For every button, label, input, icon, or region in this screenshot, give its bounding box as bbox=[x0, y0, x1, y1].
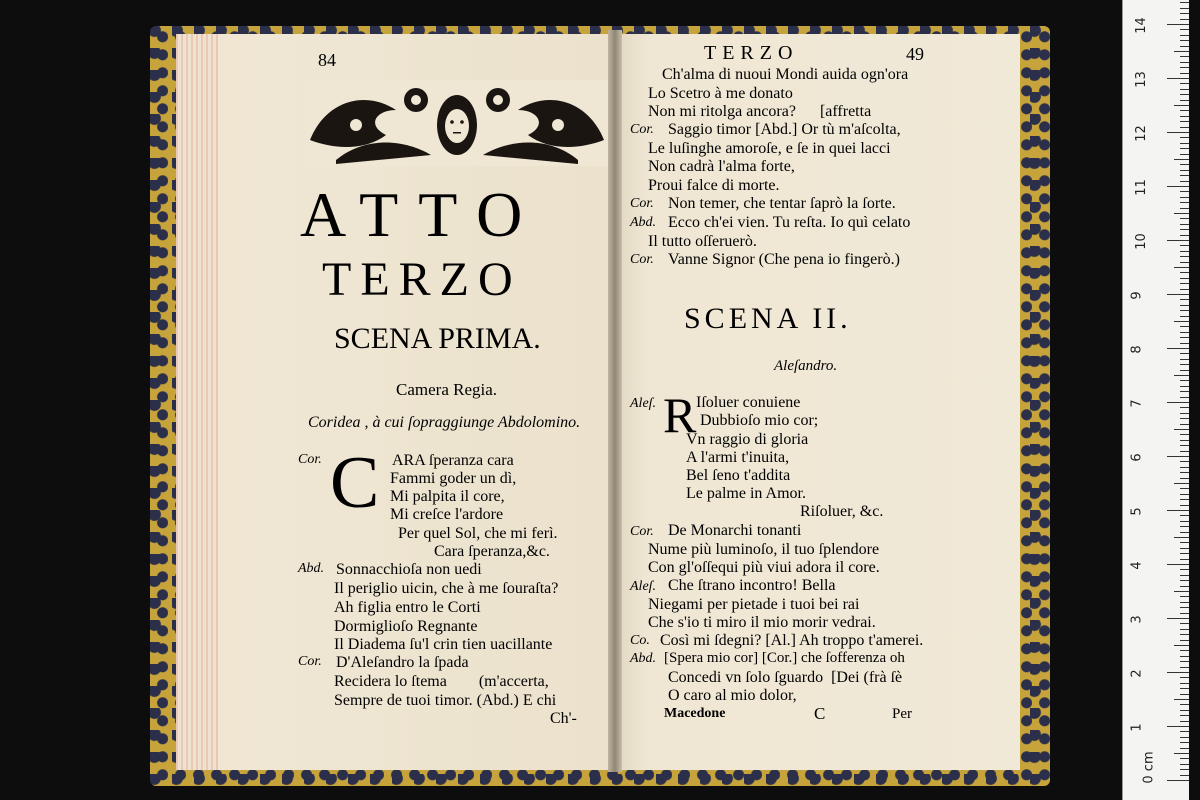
ruler-tick bbox=[1180, 310, 1189, 311]
verse-line: Così mi ſdegni? [Al.] Ah troppo t'amerei. bbox=[660, 632, 924, 649]
ruler-tick bbox=[1167, 294, 1189, 295]
ruler-tick bbox=[1180, 559, 1189, 560]
ruler-tick bbox=[1180, 164, 1189, 165]
ruler-tick bbox=[1180, 62, 1189, 63]
ruler-tick bbox=[1180, 110, 1189, 111]
ruler-tick bbox=[1180, 191, 1189, 192]
ruler-tick bbox=[1174, 321, 1189, 322]
ruler-tick bbox=[1180, 13, 1189, 14]
speaker-label: Cor. bbox=[298, 654, 322, 669]
ruler-tick bbox=[1180, 218, 1189, 219]
ruler-tick bbox=[1167, 618, 1189, 619]
ruler-tick bbox=[1180, 364, 1189, 365]
ruler-tick bbox=[1180, 607, 1189, 608]
ruler-tick bbox=[1180, 278, 1189, 279]
ruler-tick bbox=[1180, 89, 1189, 90]
verse-line: Dubbioſo mio cor; bbox=[700, 412, 819, 429]
ruler-label: 13 bbox=[1133, 71, 1149, 88]
ruler-tick bbox=[1180, 640, 1189, 641]
ruler-tick bbox=[1180, 634, 1189, 635]
ruler-tick bbox=[1180, 650, 1189, 651]
ruler-tick bbox=[1180, 688, 1189, 689]
ruler-tick bbox=[1180, 272, 1189, 273]
ruler-label: 8 bbox=[1129, 345, 1145, 354]
verse-line: Ecco ch'ei vien. Tu reſta. Io quì celato bbox=[668, 214, 911, 231]
ruler-tick bbox=[1180, 494, 1189, 495]
ruler-tick bbox=[1174, 483, 1189, 484]
verse-line: Iſoluer conuiene bbox=[696, 394, 801, 411]
running-head: TERZO bbox=[704, 42, 799, 64]
ruler-label: 14 bbox=[1133, 17, 1149, 34]
ruler-tick bbox=[1180, 505, 1189, 506]
verse-line: Con gl'oſſequi più viui adora il core. bbox=[648, 559, 880, 576]
ruler-tick bbox=[1180, 407, 1189, 408]
speaker-label: Aleſ. bbox=[630, 396, 657, 411]
ruler-tick bbox=[1180, 596, 1189, 597]
ruler-tick bbox=[1180, 586, 1189, 587]
ruler-tick bbox=[1180, 316, 1189, 317]
ruler-tick bbox=[1180, 478, 1189, 479]
ruler-tick bbox=[1180, 623, 1189, 624]
ruler-tick bbox=[1167, 240, 1189, 241]
scene-heading-left: SCENA PRIMA. bbox=[334, 322, 541, 355]
verse-line: Il periglio uicin, che à me ſouraſta? bbox=[334, 580, 559, 597]
speaker-label: Cor. bbox=[298, 452, 322, 467]
ruler-tick bbox=[1174, 645, 1189, 646]
measuring-ruler bbox=[1122, 0, 1189, 800]
ruler-label: 9 bbox=[1129, 291, 1145, 300]
ruler-tick bbox=[1167, 726, 1189, 727]
ruler-tick bbox=[1167, 24, 1189, 25]
scene-character: Aleſandro. bbox=[774, 358, 838, 374]
ruler-tick bbox=[1174, 159, 1189, 160]
ruler-tick bbox=[1180, 224, 1189, 225]
ruler-tick bbox=[1180, 19, 1189, 20]
ruler-label: 11 bbox=[1133, 179, 1149, 196]
ruler-tick bbox=[1180, 451, 1189, 452]
ruler-tick bbox=[1180, 580, 1189, 581]
ruler-tick bbox=[1180, 769, 1189, 770]
ruler-tick bbox=[1180, 548, 1189, 549]
verse-line: Riſoluer, &c. bbox=[800, 503, 884, 520]
catchword-right: Per bbox=[892, 706, 912, 722]
act-title-line1: ATTO bbox=[300, 179, 543, 250]
speaker-label: Cor. bbox=[630, 252, 654, 267]
ruler-tick bbox=[1180, 715, 1189, 716]
verse-line: Vn raggio di gloria bbox=[686, 431, 809, 448]
ruler-tick bbox=[1174, 375, 1189, 376]
ruler-tick bbox=[1180, 343, 1189, 344]
ruler-unit-label: 0 cm bbox=[1141, 751, 1157, 784]
verse-line: Non temer, che tentar ſaprò la ſorte. bbox=[668, 195, 896, 212]
book-gutter bbox=[608, 30, 622, 772]
verse-line: Proui falce di morte. bbox=[648, 177, 780, 194]
ruler-label: 12 bbox=[1133, 125, 1149, 142]
speaker-label: Abd. bbox=[630, 215, 657, 230]
ruler-tick bbox=[1180, 137, 1189, 138]
verse-line: Per quel Sol, che mi ferì. bbox=[398, 525, 558, 542]
ruler-tick bbox=[1180, 521, 1189, 522]
verse-line: Non mi ritolga ancora? [affretta bbox=[648, 103, 872, 120]
speaker-label: Aleſ. bbox=[630, 579, 657, 594]
ruler-tick bbox=[1180, 758, 1189, 759]
verse-line: Che ſtrano incontro! Bella bbox=[668, 577, 836, 594]
ruler-tick bbox=[1180, 613, 1189, 614]
ruler-tick bbox=[1180, 445, 1189, 446]
ruler-tick bbox=[1180, 83, 1189, 84]
ruler-tick bbox=[1180, 569, 1189, 570]
verse-line: Non cadrà l'alma forte, bbox=[648, 158, 795, 175]
ruler-tick bbox=[1180, 73, 1189, 74]
drop-cap-left: C bbox=[330, 442, 380, 524]
ruler-tick bbox=[1180, 181, 1189, 182]
ruler-tick bbox=[1180, 170, 1189, 171]
ruler-tick bbox=[1180, 748, 1189, 749]
ruler-tick bbox=[1174, 267, 1189, 268]
catchword: Ch'- bbox=[550, 710, 577, 727]
ruler-tick bbox=[1167, 780, 1189, 781]
ruler-tick bbox=[1174, 591, 1189, 592]
verse-line: Recidera lo ſtema (m'accerta, bbox=[334, 673, 549, 690]
ruler-tick bbox=[1167, 510, 1189, 511]
verse-line: Lo Scetro à me donato bbox=[648, 85, 793, 102]
ruler-tick bbox=[1180, 391, 1189, 392]
ruler-label: 3 bbox=[1129, 615, 1145, 624]
ruler-label: 7 bbox=[1129, 399, 1145, 408]
ruler-tick bbox=[1180, 542, 1189, 543]
verse-line: Mi creſce l'ardore bbox=[390, 506, 504, 523]
ruler-tick bbox=[1180, 515, 1189, 516]
verse-line: Le palme in Amor. bbox=[686, 485, 806, 502]
ruler-label: 4 bbox=[1129, 561, 1145, 570]
ruler-tick bbox=[1180, 2, 1189, 3]
ruler-tick bbox=[1174, 429, 1189, 430]
verse-line: De Monarchi tonanti bbox=[668, 522, 802, 539]
ruler-tick bbox=[1174, 537, 1189, 538]
ruler-label: 5 bbox=[1129, 507, 1145, 516]
verse-line: Il tutto oſſeruerò. bbox=[648, 233, 757, 250]
verse-line: Niegami per pietade i tuoi bei rai bbox=[648, 596, 860, 613]
verse-line: Sonnacchioſa non uedi bbox=[336, 561, 482, 578]
verse-line: [Spera mio cor] [Cor.] che ſofferenza oh bbox=[664, 650, 905, 666]
ruler-tick bbox=[1180, 299, 1189, 300]
drop-cap-right: R bbox=[663, 387, 697, 443]
ruler-label: 1 bbox=[1129, 723, 1145, 732]
ruler-tick bbox=[1180, 629, 1189, 630]
ruler-tick bbox=[1180, 721, 1189, 722]
ruler-tick bbox=[1180, 370, 1189, 371]
scene-location: Camera Regia. bbox=[396, 380, 498, 399]
verse-line: Concedi vn ſolo ſguardo [Dei (frà ſè bbox=[668, 669, 903, 686]
ruler-tick bbox=[1180, 251, 1189, 252]
ruler-tick bbox=[1180, 256, 1189, 257]
speaker-label: Abd. bbox=[630, 651, 657, 666]
verse-line: Saggio timor [Abd.] Or tù m'aſcolta, bbox=[668, 121, 901, 138]
verse-line: Ch'alma di nuoui Mondi auida ogn'ora bbox=[662, 66, 909, 83]
verse-line: Vanne Signor (Che pena io fingerò.) bbox=[668, 251, 900, 268]
scene-characters: Coridea , à cui ſopraggiunge Abdolomino. bbox=[308, 414, 581, 431]
ruler-tick bbox=[1180, 667, 1189, 668]
ruler-tick bbox=[1180, 262, 1189, 263]
ruler-tick bbox=[1167, 78, 1189, 79]
act-title-line2: TERZO bbox=[322, 253, 522, 306]
ruler-tick bbox=[1180, 532, 1189, 533]
speaker-label: Co. bbox=[630, 633, 650, 648]
verse-line: D'Aleſandro la ſpada bbox=[336, 654, 469, 671]
ruler-tick bbox=[1167, 564, 1189, 565]
verse-line: Nume più luminoſo, il tuo ſplendore bbox=[648, 541, 880, 558]
ruler-tick bbox=[1180, 602, 1189, 603]
speaker-label: Cor. bbox=[630, 196, 654, 211]
ruler-tick bbox=[1180, 29, 1189, 30]
ruler-tick bbox=[1180, 94, 1189, 95]
ruler-tick bbox=[1180, 413, 1189, 414]
ruler-tick bbox=[1180, 661, 1189, 662]
speaker-label: Abd. bbox=[298, 561, 325, 576]
catchword-left: Macedone bbox=[664, 706, 726, 721]
ruler-tick bbox=[1180, 40, 1189, 41]
ruler-tick bbox=[1180, 683, 1189, 684]
ruler-tick bbox=[1174, 213, 1189, 214]
verse-line: Sempre de tuoi timor. (Abd.) E chi bbox=[334, 692, 557, 709]
ruler-tick bbox=[1180, 575, 1189, 576]
ruler-tick bbox=[1180, 143, 1189, 144]
ruler-tick bbox=[1174, 753, 1189, 754]
ruler-tick bbox=[1174, 105, 1189, 106]
verse-line: A l'armi t'inuita, bbox=[686, 449, 790, 466]
signature-mark: C bbox=[814, 704, 826, 723]
ruler-tick bbox=[1180, 202, 1189, 203]
verse-line: Il Diadema ſu'l crin tien uacillante bbox=[334, 636, 553, 653]
ruler-tick bbox=[1180, 283, 1189, 284]
ruler-label: 6 bbox=[1129, 453, 1145, 462]
ruler-tick bbox=[1180, 100, 1189, 101]
ruler-tick bbox=[1167, 456, 1189, 457]
ruler-tick bbox=[1180, 197, 1189, 198]
verse-line: Bel ſeno t'addita bbox=[686, 467, 791, 484]
left-page-number: 84 bbox=[318, 50, 336, 70]
ruler-tick bbox=[1180, 434, 1189, 435]
ruler-tick bbox=[1180, 677, 1189, 678]
ruler-tick bbox=[1180, 208, 1189, 209]
ruler-tick bbox=[1180, 440, 1189, 441]
ruler-tick bbox=[1180, 35, 1189, 36]
ruler-tick bbox=[1167, 132, 1189, 133]
ruler-tick bbox=[1180, 424, 1189, 425]
ruler-tick bbox=[1180, 553, 1189, 554]
ruler-tick bbox=[1180, 46, 1189, 47]
ruler-tick bbox=[1167, 672, 1189, 673]
ruler-tick bbox=[1167, 186, 1189, 187]
verse-line: Ah figlia entro le Corti bbox=[334, 599, 481, 616]
ruler-tick bbox=[1180, 742, 1189, 743]
ruler-tick bbox=[1180, 418, 1189, 419]
ruler-tick bbox=[1180, 353, 1189, 354]
ruler-tick bbox=[1180, 731, 1189, 732]
ruler-tick bbox=[1180, 305, 1189, 306]
ruler-tick bbox=[1180, 332, 1189, 333]
speaker-label: Cor. bbox=[630, 524, 654, 539]
verse-line: Che s'io ti miro il mio morir vedrai. bbox=[648, 614, 876, 631]
scene-heading-right: SCENA II. bbox=[684, 302, 852, 335]
ruler-tick bbox=[1180, 127, 1189, 128]
ruler-tick bbox=[1180, 245, 1189, 246]
ruler-tick bbox=[1180, 710, 1189, 711]
ruler-tick bbox=[1180, 121, 1189, 122]
verse-line: Le luſinghe amoroſe, e ſe in quei lacci bbox=[648, 140, 891, 157]
ruler-tick bbox=[1174, 699, 1189, 700]
ruler-tick bbox=[1180, 704, 1189, 705]
verse-line: Fammi goder un dì, bbox=[390, 470, 517, 487]
ruler-tick bbox=[1180, 148, 1189, 149]
ruler-tick bbox=[1167, 402, 1189, 403]
ruler-label: 2 bbox=[1129, 669, 1145, 678]
ruler-tick bbox=[1180, 326, 1189, 327]
verse-line: O caro al mio dolor, bbox=[668, 687, 797, 704]
ruler-tick bbox=[1180, 467, 1189, 468]
ruler-tick bbox=[1180, 229, 1189, 230]
ruler-tick bbox=[1180, 116, 1189, 117]
ruler-tick bbox=[1180, 359, 1189, 360]
ruler-tick bbox=[1180, 380, 1189, 381]
ruler-tick bbox=[1180, 526, 1189, 527]
ruler-tick bbox=[1180, 386, 1189, 387]
right-page-number: 49 bbox=[906, 44, 924, 64]
ruler-tick bbox=[1167, 348, 1189, 349]
ruler-tick bbox=[1180, 488, 1189, 489]
verse-line: Cara ſperanza,&c. bbox=[434, 543, 550, 560]
ruler-tick bbox=[1180, 8, 1189, 9]
ruler-tick bbox=[1180, 461, 1189, 462]
verse-line: Dormiglioſo Regnante bbox=[334, 618, 478, 635]
ruler-tick bbox=[1180, 656, 1189, 657]
ruler-tick bbox=[1180, 175, 1189, 176]
verse-line: Mi palpita il core, bbox=[390, 488, 505, 505]
ruler-label: 10 bbox=[1133, 233, 1149, 250]
ruler-tick bbox=[1180, 154, 1189, 155]
speaker-label: Cor. bbox=[630, 122, 654, 137]
ruler-tick bbox=[1180, 67, 1189, 68]
floral-ornament-icon bbox=[306, 80, 608, 166]
ruler-tick bbox=[1180, 764, 1189, 765]
ruler-tick bbox=[1180, 56, 1189, 57]
ruler-tick bbox=[1180, 737, 1189, 738]
ruler-tick bbox=[1180, 337, 1189, 338]
ruler-tick bbox=[1180, 472, 1189, 473]
ruler-tick bbox=[1180, 289, 1189, 290]
ruler-tick bbox=[1180, 694, 1189, 695]
ruler-tick bbox=[1180, 775, 1189, 776]
ruler-tick bbox=[1174, 51, 1189, 52]
page-edges bbox=[176, 34, 218, 770]
ruler-tick bbox=[1180, 397, 1189, 398]
ruler-tick bbox=[1180, 235, 1189, 236]
ruler-tick bbox=[1180, 499, 1189, 500]
verse-line: ARA ſperanza cara bbox=[392, 452, 514, 469]
